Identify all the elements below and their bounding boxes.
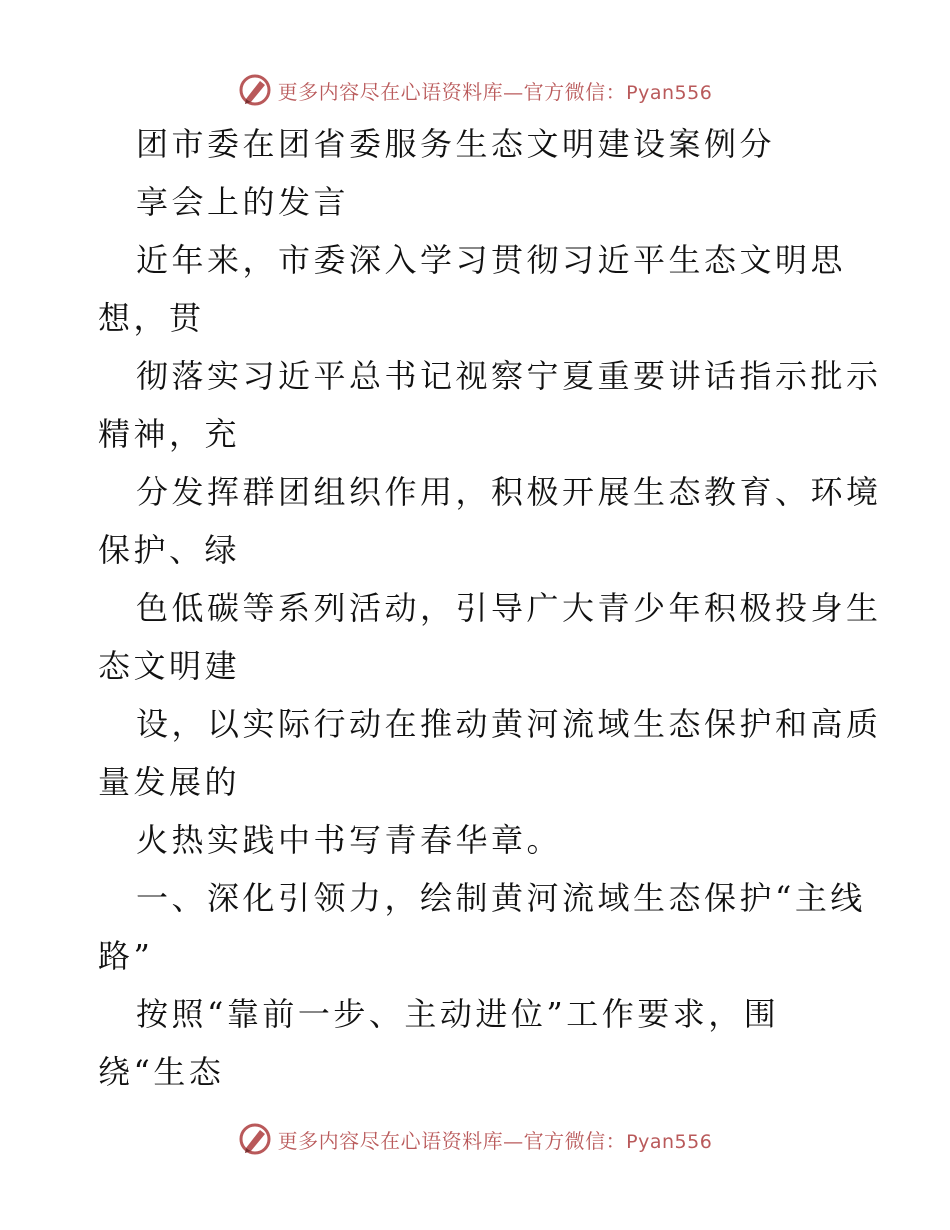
header-watermark [0,72,950,108]
watermark-text: 更多内容尽在心语资料库—官方微信：Pyan556 [277,79,713,104]
paragraph-line: 火热实践中书写青春华章。 [136,821,563,859]
footer-watermark [0,1121,950,1157]
paragraph-line: 按照“靠前一步、主动进位”工作要求，围 [136,995,780,1033]
paragraph-line: 近年来，市委深入学习贯彻习近平生态文明思 [136,241,847,279]
paragraph-line: 色低碳等系列活动，引导广大青少年积极投身生 [136,589,882,627]
paragraph-line: 精神，充 [98,415,241,453]
paragraph-line: 绕“生态 [98,1053,225,1091]
paragraph-line: 分发挥群团组织作用，积极开展生态教育、环境 [136,473,882,511]
paragraph-line: 态文明建 [98,647,241,685]
pen-logo-icon [238,1122,272,1156]
paragraph-line: 想，贯 [98,299,205,337]
paragraph-line: 设，以实际行动在推动黄河流域生态保护和高质 [136,705,882,743]
paragraph-line: 保护、绿 [98,531,241,569]
pen-logo-icon [238,73,272,107]
watermark-text: 更多内容尽在心语资料库—官方微信：Pyan556 [277,1128,713,1153]
title-line-2: 享会上的发言 [136,183,350,221]
section-heading-line: 一、深化引领力，绘制黄河流域生态保护“主线 [136,879,866,917]
section-heading-line: 路” [98,937,154,975]
paragraph-line: 量发展的 [98,763,241,801]
paragraph-line: 彻落实习近平总书记视察宁夏重要讲话指示批示 [136,357,882,395]
title-line-1: 团市委在团省委服务生态文明建设案例分 [136,125,776,163]
